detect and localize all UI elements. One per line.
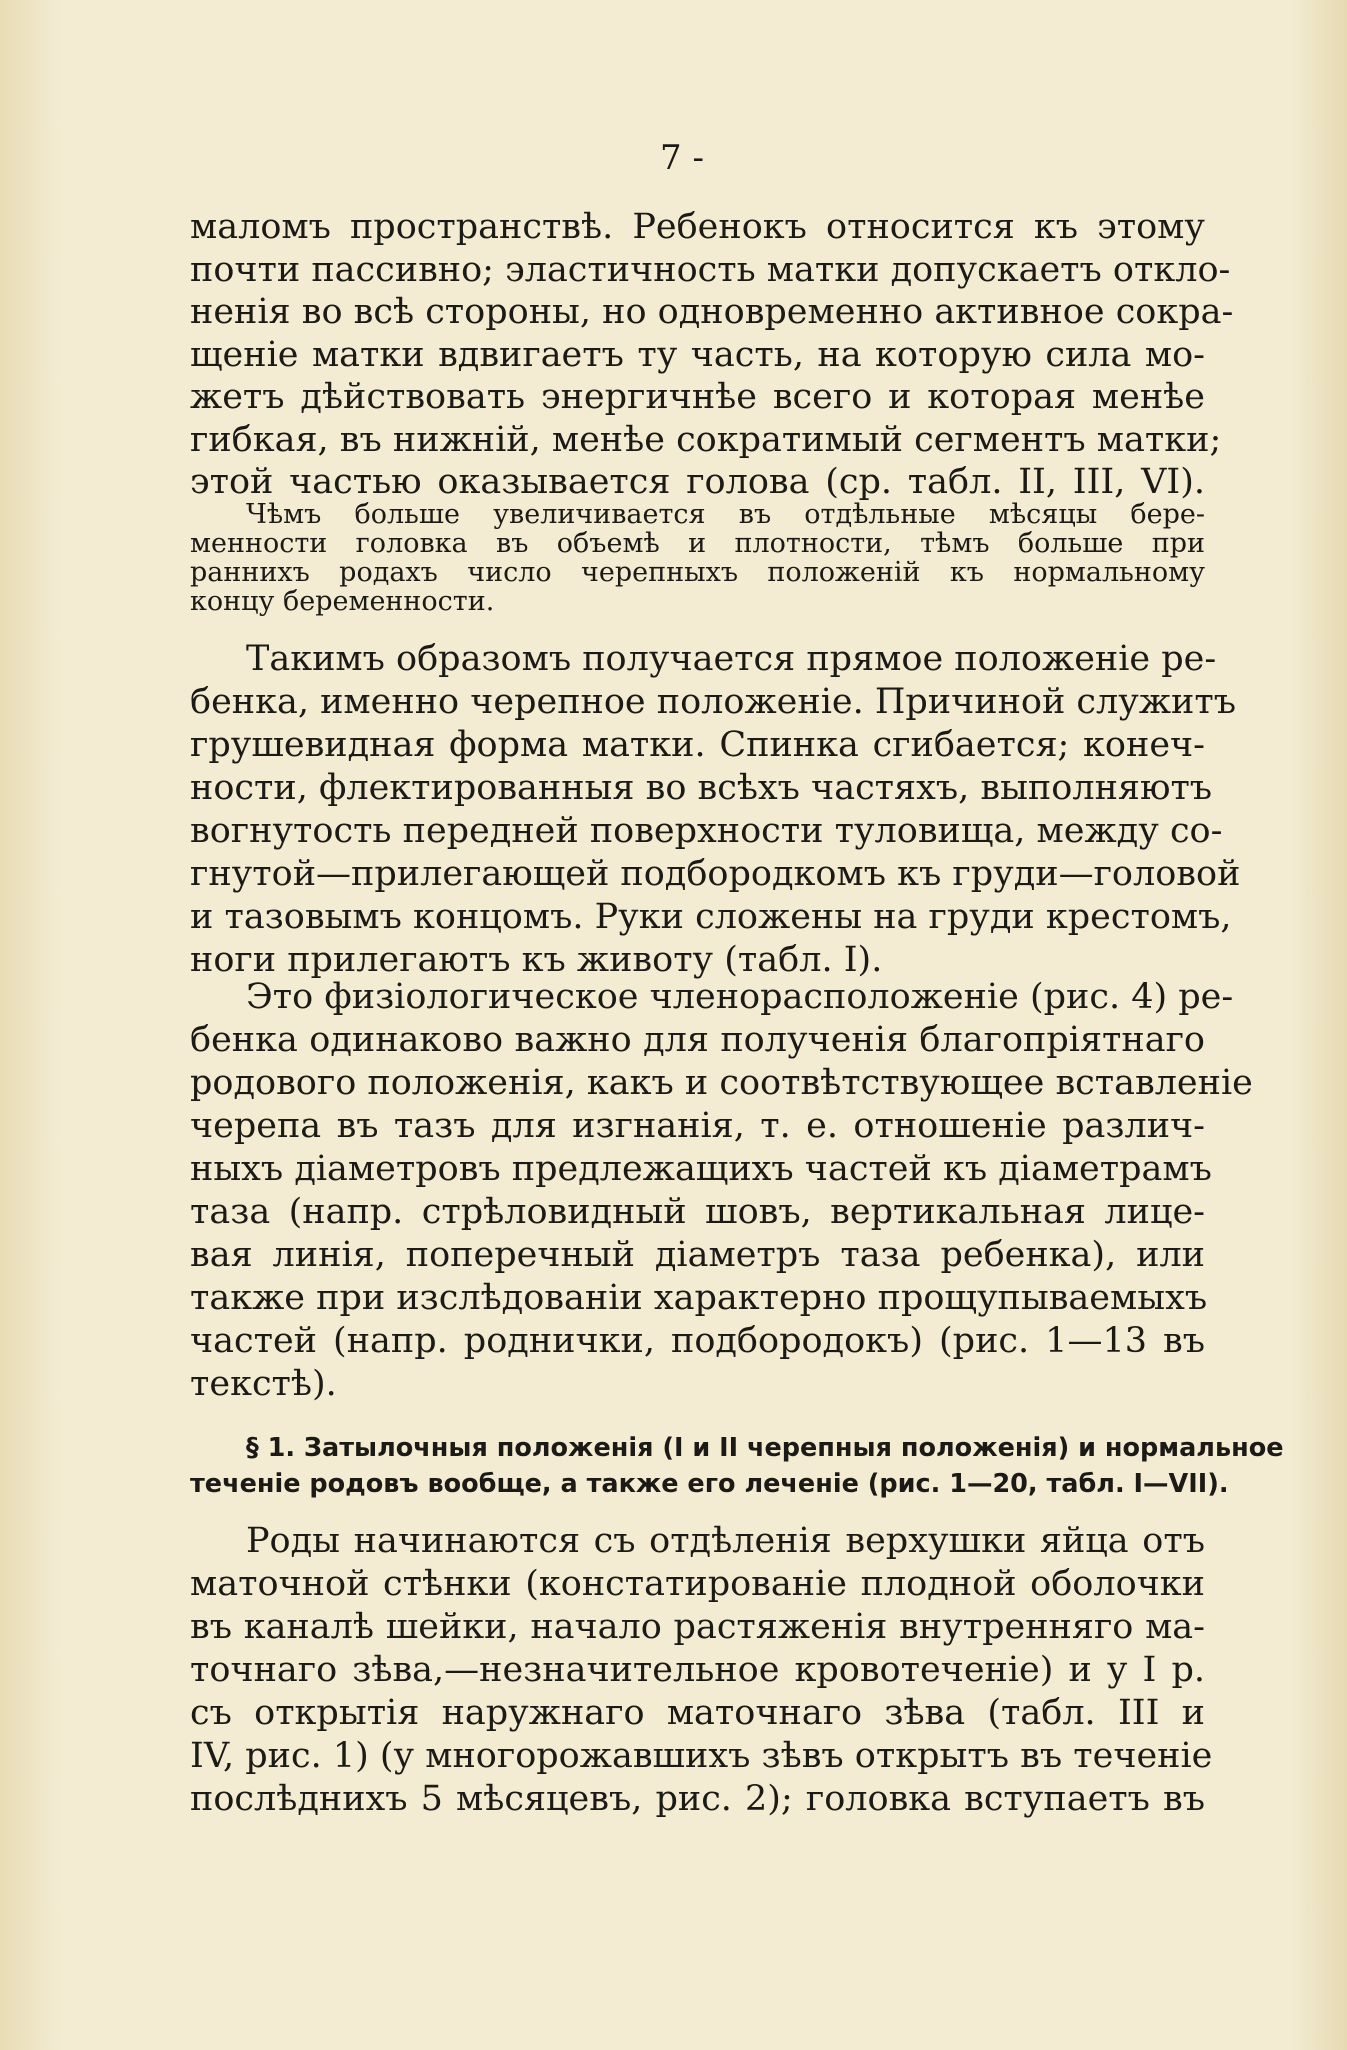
text-line: § 1. Затылочныя положенія (I и II черепныя положенія) и нормальное: [246, 1433, 1284, 1463]
text-line: ныхъ діаметровъ предлежащихъ частей къ діаметрамъ: [190, 1149, 1212, 1189]
text-line: Роды начинаются съ отдѣленія верхушки яйца отъ: [246, 1521, 1205, 1561]
text-line: ноги прилегаютъ къ животу (табл. I).: [190, 940, 883, 980]
text-line: Чѣмъ больше увеличивается въ отдѣльные мѣсяцы бере-: [246, 499, 1205, 530]
paragraph-1: [190, 206, 1234, 504]
text-line: Такимъ образомъ получается прямое положеніе ре-: [246, 639, 1217, 679]
small-print-note: [190, 500, 1205, 616]
text-line: частей (напр. роднички, подбородокъ) (рис. 1—13 въ: [190, 1321, 1205, 1361]
text-line: маломъ пространствѣ. Ребенокъ относится къ этому: [190, 207, 1205, 247]
text-line: жетъ дѣйствовать энергичнѣе всего и которая менѣе: [190, 377, 1205, 417]
text-line: бенка одинаково важно для полученія благопріятнаго: [190, 1020, 1205, 1060]
text-line: послѣднихъ 5 мѣсяцевъ, рис. 2); головка вступаетъ въ: [190, 1779, 1205, 1819]
text-line: менности головка въ объемѣ и плотности, тѣмъ больше при: [190, 528, 1205, 559]
text-line: и тазовымъ концомъ. Руки сложены на груди крестомъ,: [190, 897, 1232, 937]
text-line: раннихъ родахъ число черепныхъ положеній къ нормальному: [190, 557, 1205, 588]
paragraph-2: [190, 638, 1241, 982]
section-heading: [190, 1430, 1284, 1502]
text-line: черепа въ тазъ для изгнанія, т. е. отношеніе различ-: [190, 1106, 1205, 1146]
text-line: ненія во всѣ стороны, но одновременно активное сокра-: [190, 292, 1234, 332]
text-line: точнаго зѣва,—незначительное кровотеченіе) и у I р.: [190, 1650, 1205, 1690]
paragraph-3: [190, 976, 1253, 1406]
text-line: также при изслѣдованіи характерно прощупываемыхъ: [190, 1278, 1208, 1318]
text-line: IV, рис. 1) (у многорожавшихъ зѣвъ открытъ въ теченіе: [190, 1736, 1213, 1776]
text-line: маточной стѣнки (констатированіе плодной оболочки: [190, 1564, 1205, 1604]
text-line: родового положенія, какъ и соотвѣтствующее вставленіе: [190, 1063, 1253, 1103]
text-line: бенка, именно черепное положеніе. Причиной служитъ: [190, 682, 1237, 722]
text-line: почти пассивно; эластичность матки допускаетъ откло-: [190, 249, 1231, 290]
text-line: вая линія, поперечный діаметръ таза ребенка), или: [190, 1235, 1205, 1275]
text-line: съ открытія наружнаго маточнаго зѣва (табл. III и: [190, 1693, 1205, 1733]
text-line: грушевидная форма матки. Спинка сгибается; конеч-: [190, 725, 1205, 765]
text-line: вогнутость передней поверхности туловища, между со-: [190, 811, 1223, 851]
text-line: гибкая, въ нижній, менѣе сократимый сегментъ матки;: [190, 419, 1222, 460]
text-line: ности, флектированныя во всѣхъ частяхъ, выполняютъ: [190, 768, 1213, 808]
text-line: концу беременности.: [190, 586, 495, 617]
paragraph-4: [190, 1520, 1213, 1821]
text-line: щеніе матки вдвигаетъ ту часть, на которую сила мо-: [190, 334, 1205, 375]
page-number: 7 -: [660, 138, 704, 178]
text-line: въ каналѣ шейки, начало растяженія внутренняго ма-: [190, 1607, 1205, 1647]
text-line: Это физіологическое членорасположеніе (рис. 4) ре-: [246, 977, 1234, 1017]
text-line: гнутой—прилегающей подбородкомъ къ груди—головой: [190, 854, 1241, 894]
text-line: теченіе родовъ вообще, а также его леченіе (рис. 1—20, табл. I—VII).: [190, 1469, 1229, 1499]
text-line: таза (напр. стрѣловидный шовъ, вертикальная лице-: [190, 1192, 1205, 1232]
text-line: этой частью оказывается голова (ср. табл. II, III, VI).: [190, 462, 1205, 502]
text-line: текстѣ).: [190, 1364, 337, 1404]
